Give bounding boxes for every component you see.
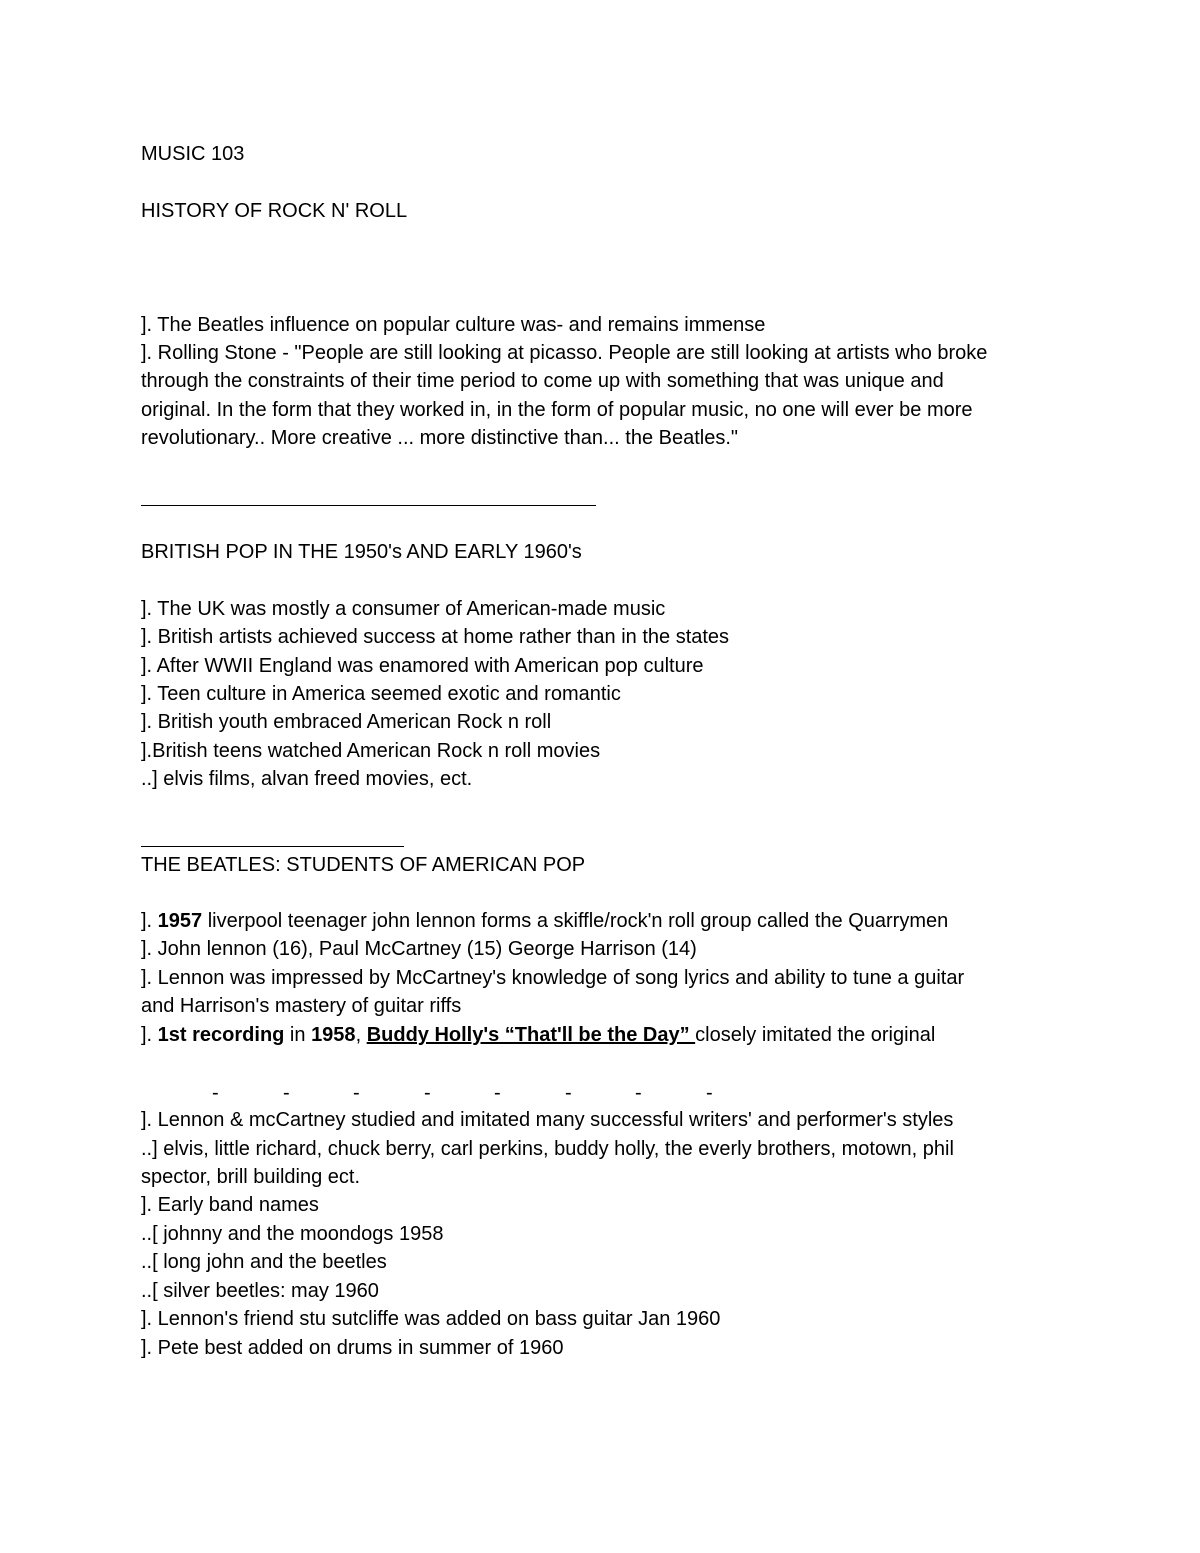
list-item: ..[ long john and the beetles <box>141 1251 387 1273</box>
list-item: ]. 1st recording in 1958, Buddy Holly's “That'll be the Day” closely imitated the original <box>141 1024 936 1046</box>
list-item: ]. Lennon was impressed by McCartney's knowledge of song lyrics and ability to tune a guitar <box>141 967 965 989</box>
course-title: MUSIC 103 <box>141 143 245 165</box>
year-1957: 1957 <box>157 910 203 932</box>
song-title: Buddy Holly's “That'll be the Day” <box>366 1024 696 1046</box>
section-divider <box>141 505 596 506</box>
dash: - <box>706 1082 713 1104</box>
section-heading-british-pop: BRITISH POP IN THE 1950's AND EARLY 1960's <box>141 541 582 563</box>
dash-separator <box>0 1079 1200 1107</box>
list-item: ]. Teen culture in America seemed exotic and romantic <box>141 683 621 705</box>
intro-line: original. In the form that they worked in, in the form of popular music, no one will ever be more <box>141 399 973 421</box>
dash: - <box>494 1082 501 1104</box>
list-item: ..[ silver beetles: may 1960 <box>141 1280 379 1302</box>
list-item: ].British teens watched American Rock n roll movies <box>141 740 601 762</box>
list-item: ]. John lennon (16), Paul McCartney (15) George Harrison (14) <box>141 938 697 960</box>
list-item: ..[ johnny and the moondogs 1958 <box>141 1223 444 1245</box>
list-item: ..] elvis films, alvan freed movies, ect. <box>141 768 473 790</box>
list-item: ..] elvis, little richard, chuck berry, carl perkins, buddy holly, the everly brothers, motown, phil <box>141 1138 954 1160</box>
list-item: ]. Lennon's friend stu sutcliffe was added on bass guitar Jan 1960 <box>141 1308 721 1330</box>
dash: - <box>424 1082 431 1104</box>
list-item: spector, brill building ect. <box>141 1166 361 1188</box>
list-item: ]. 1957 liverpool teenager john lennon forms a skiffle/rock'n roll group called the Quarrymen <box>141 910 949 932</box>
section-divider <box>141 846 404 847</box>
dash: - <box>635 1082 642 1104</box>
list-item: and Harrison's mastery of guitar riffs <box>141 995 462 1017</box>
list-item: ]. Pete best added on drums in summer of 1960 <box>141 1337 564 1359</box>
list-item: ]. Early band names <box>141 1194 319 1216</box>
dash: - <box>565 1082 572 1104</box>
dash: - <box>212 1082 219 1104</box>
section-heading-beatles: THE BEATLES: STUDENTS OF AMERICAN POP <box>141 854 586 876</box>
dash: - <box>353 1082 360 1104</box>
list-item: ]. After WWII England was enamored with American pop culture <box>141 655 704 677</box>
list-item: ]. The UK was mostly a consumer of American-made music <box>141 598 666 620</box>
list-item: ]. British artists achieved success at home rather than in the states <box>141 626 730 648</box>
document-subtitle: HISTORY OF ROCK N' ROLL <box>141 200 408 222</box>
intro-line: through the constraints of their time period to come up with something that was unique and <box>141 370 944 392</box>
dash: - <box>283 1082 290 1104</box>
list-item: ]. Lennon & mcCartney studied and imitated many successful writers' and performer's styles <box>141 1109 954 1131</box>
intro-line: revolutionary.. More creative ... more distinctive than... the Beatles." <box>141 427 738 449</box>
intro-line: ]. Rolling Stone - "People are still looking at picasso. People are still looking at artists who broke <box>141 342 988 364</box>
intro-line: ]. The Beatles influence on popular culture was- and remains immense <box>141 314 766 336</box>
list-item: ]. British youth embraced American Rock n roll <box>141 711 552 733</box>
